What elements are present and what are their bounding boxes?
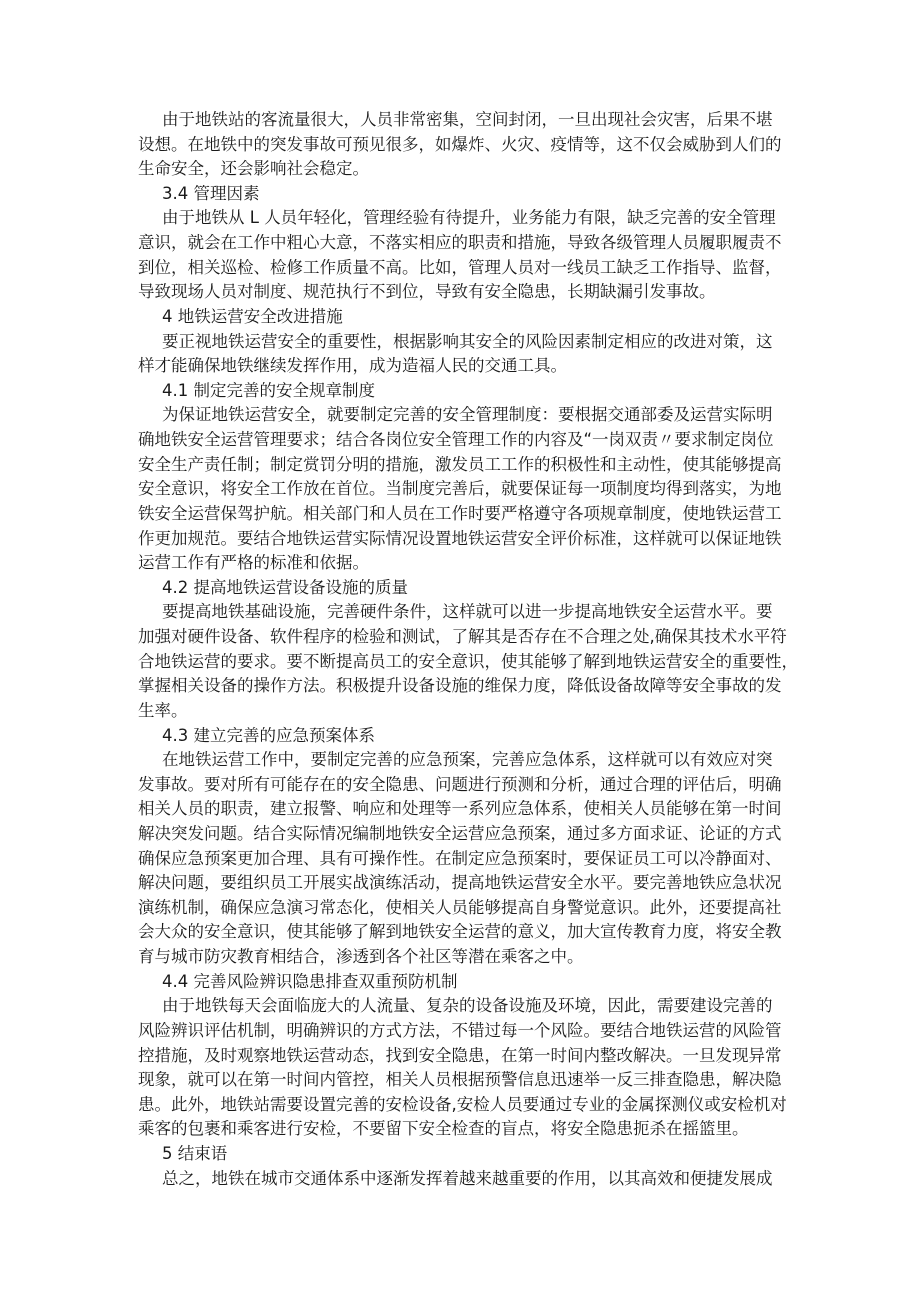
section-heading: 5 结束语 [162, 1144, 228, 1164]
paragraph-line: 确保应急预案更加合理、具有可操作性。在制定应急预案时，要保证员工可以冷静面对、 [138, 848, 782, 868]
section-heading: 4 地铁运营安全改进措施 [162, 306, 343, 326]
paragraph-line: 风险辨识评估机制，明确辨识的方式方法，不错过每一个风险。要结合地铁运营的风险管 [138, 1020, 782, 1040]
paragraph-line: 安全意识，将安全工作放在首位。当制度完善后，就要保证每一项制度均得到落实，为地 [138, 479, 782, 499]
paragraph-line: 作更加规范。要结合地铁运营实际情况设置地铁运营安全评价标准，这样就可以保证地铁 [138, 528, 782, 548]
paragraph-line: 乘客的包裹和乘客进行安检，不要留下安全检查的盲点，将安全隐患扼杀在摇篮里。 [138, 1119, 749, 1139]
paragraph-line: 合地铁运营的要求。要不断提高员工的安全意识，使其能够了解到地铁运营安全的重要性， [138, 651, 798, 671]
paragraph-line: 掌握相关设备的操作方法。积极提升设备设施的维保力度，降低设备故障等安全事故的发 [138, 676, 782, 696]
paragraph-line: 到位，相关巡检、检修工作质量不高。比如，管理人员对一线员工缺乏工作指导、监督， [138, 257, 782, 277]
paragraph-first-line: 为保证地铁运营安全，就要制定完善的安全管理制度：要根据交通部委及运营实际明 [162, 405, 773, 425]
paragraph-first-line: 由于地铁从 L 人员年轻化，管理经验有待提升，业务能力有限，缺乏完善的安全管理 [162, 208, 776, 228]
paragraph-line: 加强对硬件设备、软件程序的检验和测试，了解其是否存在不合理之处,确保其技术水平符 [138, 627, 787, 647]
paragraph-line: 会大众的安全意识，使其能够了解到地铁安全运营的意义，加大宣传教育力度，将安全教 [138, 922, 782, 942]
paragraph-line: 发事故。要对所有可能存在的安全隐患、问题进行预测和分析，通过合理的评估后，明确 [138, 774, 782, 794]
paragraph-line: 解决突发问题。结合实际情况编制地铁安全运营应急预案，通过多方面求证、论证的方式 [138, 823, 782, 843]
paragraph-line: 铁安全运营保驾护航。相关部门和人员在工作时要严格遵守各项规章制度，使地铁运营工 [138, 503, 782, 523]
subsection-heading: 4.2 提高地铁运营设备设施的质量 [162, 577, 408, 597]
paragraph-first-line: 要正视地铁运营安全的重要性，根据影响其安全的风险因素制定相应的改进对策，这 [162, 331, 773, 351]
paragraph-line: 生率。 [138, 700, 188, 720]
paragraph-line: 患。此外，地铁站需要设置完善的安检设备,安检人员要通过专业的金属探测仪或安检机对 [138, 1094, 787, 1114]
paragraph-line: 育与城市防灾教育相结合，渗透到各个社区等潜在乘客之中。 [138, 947, 584, 967]
paragraph-first-line: 总之，地铁在城市交通体系中逐渐发挥着越来越重要的作用，以其高效和便捷发展成 [162, 1168, 773, 1188]
paragraph-line: 生命安全，还会影响社会稳定。 [138, 159, 369, 179]
paragraph-first-line: 由于地铁每天会面临庞大的人流量、复杂的设备设施及环境，因此，需要建设完善的 [162, 996, 773, 1016]
paragraph-line: 设想。在地铁中的突发事故可预见很多，如爆炸、火灾、疫情等，这不仅会威胁到人们的 [138, 134, 782, 154]
paragraph-first-line: 要提高地铁基础设施，完善硬件条件，这样就可以进一步提高地铁安全运营水平。要 [162, 602, 773, 622]
paragraph-line: 安全生产责任制；制定赏罚分明的措施，激发员工工作的积极性和主动性，使其能够提高 [138, 454, 782, 474]
paragraph-line: 导致现场人员对制度、规范执行不到位，导致有安全隐患，长期缺漏引发事故。 [138, 282, 716, 302]
paragraph-line: 样才能确保地铁继续发挥作用，成为造福人民的交通工具。 [138, 356, 567, 376]
paragraph-first-line: 由于地铁站的客流量很大，人员非常密集，空间封闭，一旦出现社会灾害，后果不堪 [162, 110, 773, 129]
paragraph-line: 解决问题，要组织员工开展实战演练活动，提高地铁运营安全水平。要完善地铁应急状况 [138, 873, 782, 893]
paragraph-line: 演练机制，确保应急演习常态化，使相关人员能够提高自身警觉意识。此外，还要提高社 [138, 897, 782, 917]
paragraph-line: 意识，就会在工作中粗心大意，不落实相应的职责和措施，导致各级管理人员履职履责不 [138, 233, 782, 253]
subsection-heading: 4.4 完善风险辨识隐患排查双重预防机制 [162, 971, 458, 991]
subsection-heading: 4.1 制定完善的安全规章制度 [162, 380, 375, 400]
paragraph-first-line: 在地铁运营工作中，要制定完善的应急预案，完善应急体系，这样就可以有效应对突 [162, 750, 773, 770]
paragraph-line: 控措施，及时观察地铁运营动态，找到安全隐患，在第一时间内整改解决。一旦发现异常 [138, 1045, 782, 1065]
subsection-heading: 3.4 管理因素 [162, 183, 260, 203]
subsection-heading: 4.3 建立完善的应急预案体系 [162, 725, 375, 745]
paragraph-line: 相关人员的职责，建立报警、响应和处理等一系列应急体系，使相关人员能够在第一时间 [138, 799, 782, 819]
paragraph-line: 确地铁安全运营管理要求；结合各岗位安全管理工作的内容及“一岗双责〃要求制定岗位 [138, 430, 774, 450]
paragraph-line: 运营工作有严格的标准和依据。 [138, 553, 369, 573]
paragraph-line: 现象，就可以在第一时间内管控，相关人员根据预警信息迅速举一反三排查隐患，解决隐 [138, 1070, 782, 1090]
